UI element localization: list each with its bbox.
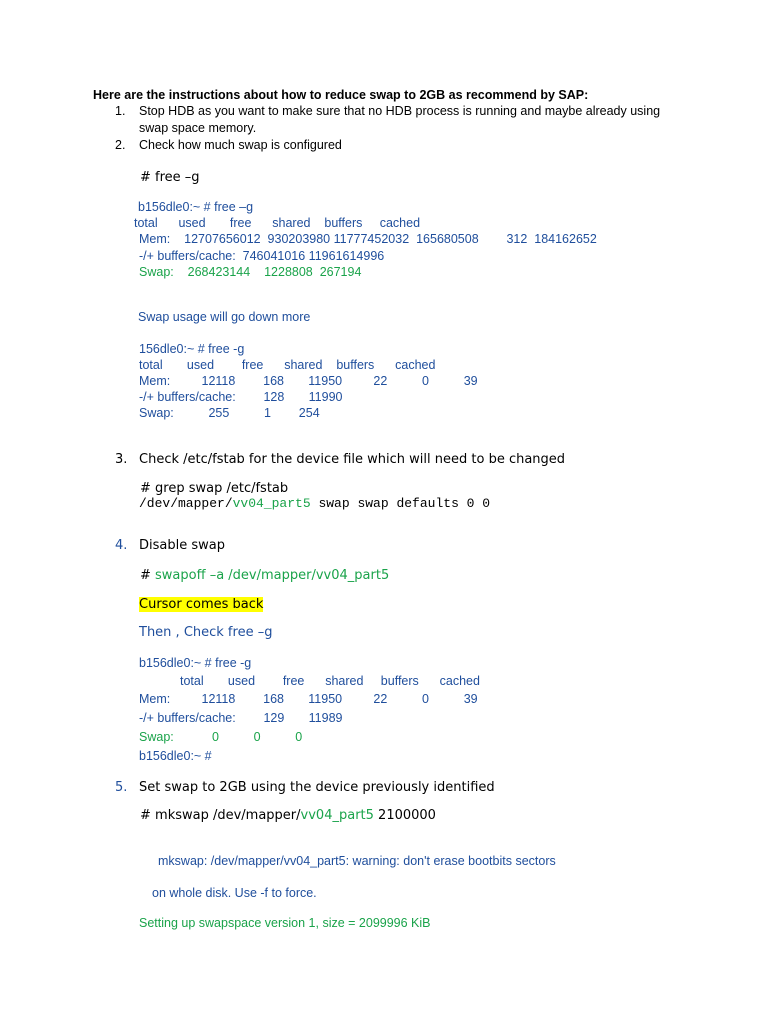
terminal-prompt: 156dle0:~ # free -g (139, 342, 245, 356)
terminal-swap: Swap: 268423144 1228808 267194 (139, 265, 362, 279)
warning-text: on whole disk. Use -f to force. (152, 886, 317, 900)
page-title: Here are the instructions about how to reduce swap to 2GB as recommend by SAP: (93, 88, 589, 102)
step-text: Set swap to 2GB using the device previously identified (139, 780, 495, 795)
command: # free –g (140, 170, 200, 185)
command-prefix: # mkswap /dev/mapper/ (140, 808, 301, 823)
step-text: Stop HDB as you want to make sure that no HDB process is running and maybe already using (139, 104, 661, 118)
command-device: vv04_part5 (300, 808, 374, 823)
step-number: 5. (115, 780, 128, 795)
command: # grep swap /etc/fstab (140, 481, 289, 496)
then-check: Then , Check free –g (139, 625, 273, 640)
step-text: Check /etc/fstab for the device file which will need to be changed (139, 452, 566, 467)
highlight-note (139, 597, 263, 612)
step-text: swap space memory. (139, 121, 257, 135)
command-hash: # (140, 568, 156, 583)
terminal-header: total used free shared buffers cached (180, 674, 480, 688)
fstab-suffix: swap swap defaults 0 0 (310, 496, 491, 511)
terminal-mem: Mem: 12707656012 930203980 11777452032 165680508 312 184162652 (139, 232, 597, 246)
terminal-prompt: b156dle0:~ # free –g (138, 200, 254, 214)
terminal-header: total used free shared buffers cached (139, 358, 436, 372)
terminal-prompt: b156dle0:~ # (139, 749, 212, 763)
terminal-mem: Mem: 12118 168 11950 22 0 39 (139, 692, 478, 706)
warning-text: mkswap: /dev/mapper/vv04_part5: warning: don't erase bootbits sectors (158, 854, 556, 868)
fstab-line (139, 496, 490, 511)
terminal-header: total used free shared buffers cached (134, 216, 421, 230)
fstab-prefix: /dev/mapper/ (139, 496, 233, 511)
command (140, 808, 436, 823)
step-number: 2. (115, 138, 126, 152)
command (140, 568, 389, 583)
swapoff-command: swapoff –a /dev/mapper/vv04_part5 (155, 568, 390, 583)
command-suffix: 2100000 (373, 808, 436, 823)
note-text: Swap usage will go down more (138, 310, 311, 324)
fstab-device: vv04_part5 (232, 496, 311, 511)
step-text: Check how much swap is configured (139, 138, 342, 152)
terminal-buffers: -/+ buffers/cache: 129 11989 (139, 711, 343, 725)
terminal-swap: Swap: 0 0 0 (139, 730, 303, 744)
step-text: Disable swap (139, 538, 225, 553)
terminal-mem: Mem: 12118 168 11950 22 0 39 (139, 374, 478, 388)
terminal-buffers: -/+ buffers/cache: 746041016 11961614996 (139, 249, 385, 263)
step-number: 3. (115, 452, 128, 467)
cursor-note: Cursor comes back (139, 597, 264, 612)
terminal-swap: Swap: 255 1 254 (139, 406, 320, 420)
step-number: 1. (115, 104, 126, 118)
result-text: Setting up swapspace version 1, size = 2099996 KiB (139, 916, 431, 930)
terminal-buffers: -/+ buffers/cache: 128 11990 (139, 390, 343, 404)
step-number: 4. (115, 538, 128, 553)
terminal-prompt: b156dle0:~ # free -g (139, 656, 252, 670)
